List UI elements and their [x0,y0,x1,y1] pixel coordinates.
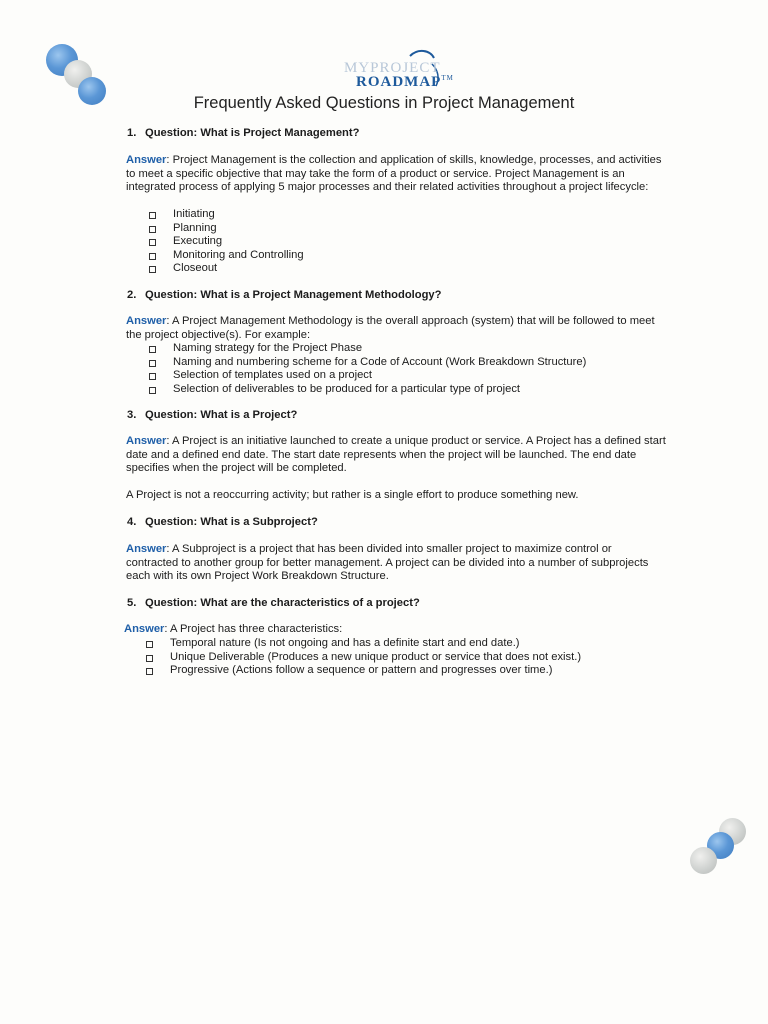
list-item: Temporal nature (Is not ongoing and has a definite start and end date.) [146,637,581,651]
list-item: Selection of templates used on a project [149,369,586,383]
checkbox-bullet-icon [149,266,156,273]
logo-line1: MYPROJECT [344,60,441,76]
checkbox-bullet-icon [149,226,156,233]
answer-label: Answer [126,154,167,166]
checkbox-bullet-icon [146,641,153,648]
list-item: Executing [149,235,304,249]
checkbox-bullet-icon [149,346,156,353]
checkbox-bullet-icon [149,387,156,394]
answer-1: Answer: Project Management is the collection and application of skills, knowledge, processes, and activities to meet a specific objective that may take the form of a product or service. Project Management is an integrated process of applying 5 major processes and their related activities throughout a project lifecycle: [126,154,662,193]
checkbox-bullet-icon [149,239,156,246]
checkbox-bullet-icon [149,212,156,219]
answer-1-bullets [149,208,304,276]
logo-line2: ROADMAP™ [356,74,454,90]
page-title: Frequently Asked Questions in Project Management [193,94,575,112]
list-item: Naming strategy for the Project Phase [149,342,586,356]
list-item: Naming and numbering scheme for a Code of Account (Work Breakdown Structure) [149,356,586,370]
checkbox-bullet-icon [149,373,156,380]
checkbox-bullet-icon [146,655,153,662]
question-3: 3. Question: What is a Project? [127,409,298,421]
answer-2: Answer: A Project Management Methodology is the overall approach (system) that will be followed to meet the project objective(s). For example: [126,315,655,341]
answer-4: Answer: A Subproject is a project that has been divided into smaller project to maximize control or contracted to another group for better management. A project can be divided into a number of subprojects each with its own Project Work Breakdown Structure. [126,543,649,582]
decor-circle-grey-3 [690,847,717,874]
answer-label: Answer [126,315,167,327]
answer-label: Answer [126,435,167,447]
answer-label: Answer [126,543,167,555]
answer-5: Answer: A Project has three characteristics: [124,623,343,635]
list-item: Initiating [149,208,304,222]
answer-3: Answer: A Project is an initiative launched to create a unique product or service. A Project has a defined start date and a defined end date. The start date represents when the project will be launched. The end date specifies when the project will be completed. [126,435,666,474]
list-item: Unique Deliverable (Produces a new unique product or service that does not exist.) [146,651,581,665]
question-2: 2. Question: What is a Project Management Methodology? [127,289,442,301]
answer-5-bullets [146,637,581,678]
answer-3-extra: A Project is not a reoccurring activity; but rather is a single effort to produce something new. [126,489,579,501]
question-1: 1. Question: What is Project Management? [127,127,360,139]
answer-label: Answer [124,623,165,635]
checkbox-bullet-icon [146,668,153,675]
myprojectroadmap-logo [330,48,470,96]
list-item: Planning [149,222,304,236]
list-item: Progressive (Actions follow a sequence or pattern and progresses over time.) [146,664,581,678]
list-item: Selection of deliverables to be produced for a particular type of project [149,383,586,397]
checkbox-bullet-icon [149,253,156,260]
checkbox-bullet-icon [149,360,156,367]
question-4: 4. Question: What is a Subproject? [127,516,318,528]
list-item: Monitoring and Controlling [149,249,304,263]
answer-2-bullets [149,342,586,396]
question-5: 5. Question: What are the characteristics of a project? [127,597,420,609]
list-item: Closeout [149,262,304,276]
